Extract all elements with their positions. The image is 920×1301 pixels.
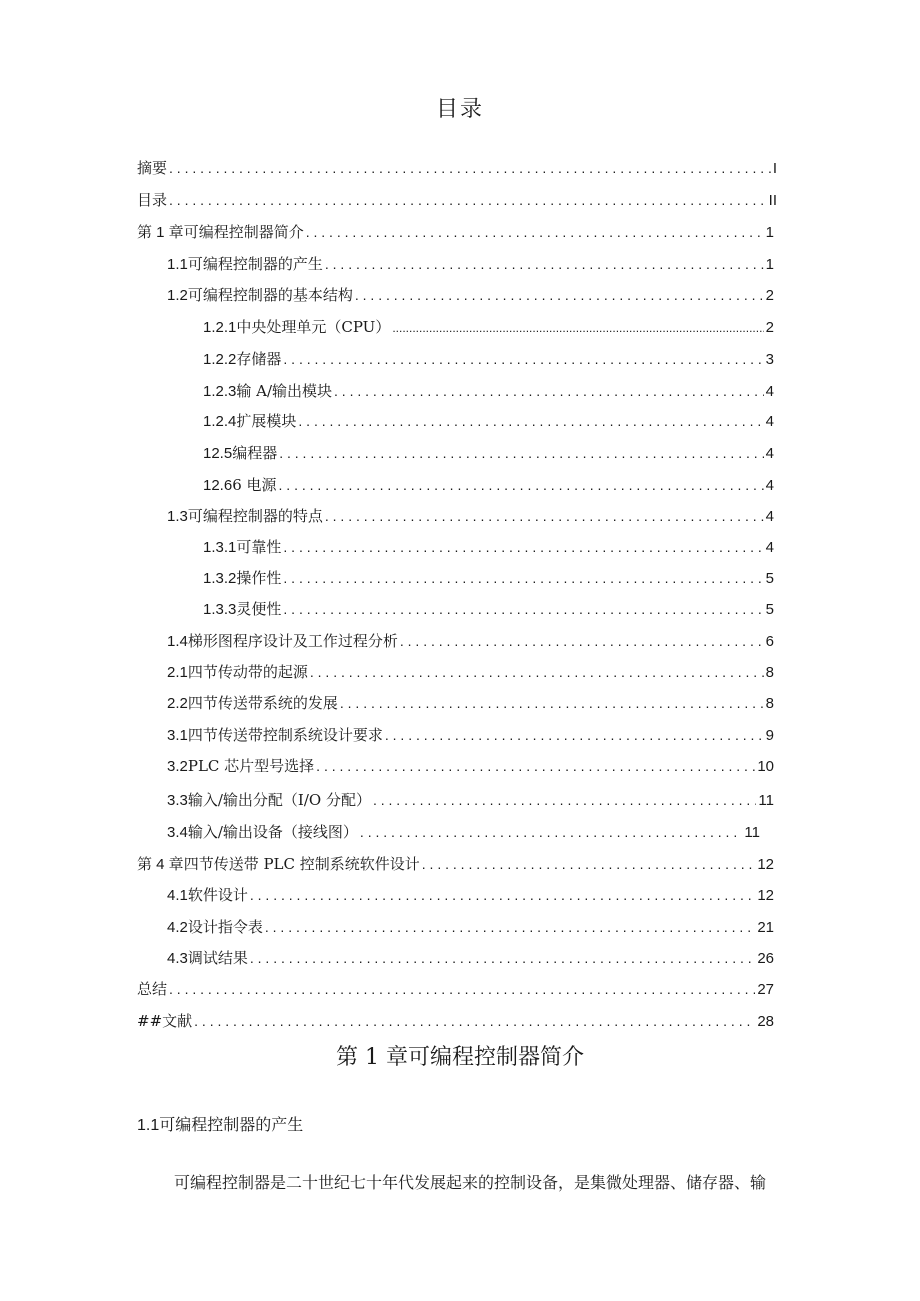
toc-entry-number: 1.2.1	[203, 319, 237, 336]
toc-entry-label: 输入/输出分配（I/O 分配）	[187, 791, 371, 809]
toc-entry-page: 21	[757, 919, 774, 936]
toc-entry-label: ##文献	[137, 1012, 193, 1030]
toc-entry-label: 总结	[137, 980, 168, 998]
toc-entry[interactable]	[137, 158, 777, 178]
toc-entry-page: I	[772, 160, 777, 177]
toc-entry-label: 扩展模块	[236, 412, 297, 430]
toc-leader-dots	[283, 568, 763, 588]
toc-entry-number: 3.4	[167, 824, 188, 841]
toc-leader-dots	[400, 631, 764, 651]
toc-entry-number: 12.5	[203, 445, 233, 462]
toc-entry[interactable]	[203, 317, 774, 337]
toc-leader-dots	[422, 854, 756, 874]
toc-entry-number: 1.2.3	[203, 383, 237, 400]
toc-entry-page: 3	[765, 351, 774, 368]
toc-entry-number: 3.1	[167, 727, 188, 744]
toc-leader-dots	[360, 822, 743, 842]
toc-entry[interactable]	[167, 756, 774, 776]
toc-leader-dots	[340, 693, 764, 713]
toc-entry-page: 12	[757, 887, 774, 904]
toc-entry-number: 3.3	[167, 792, 188, 809]
toc-entry-number: 4.3	[167, 950, 188, 967]
toc-leader-dots	[169, 190, 767, 210]
toc-entry-page: 27	[757, 981, 774, 998]
toc-entry-label: 可编程控制器的产生	[187, 255, 323, 273]
toc-entry[interactable]	[137, 1011, 774, 1031]
toc-entry-page: 9	[765, 727, 774, 744]
toc-entry[interactable]	[203, 349, 774, 369]
toc-entry-page: 11	[744, 824, 760, 841]
toc-leader-dots	[250, 885, 755, 905]
toc-entry-label: 调试结果	[187, 949, 248, 967]
toc-entry-page: II	[768, 192, 777, 209]
toc-entry-page: 4	[765, 539, 774, 556]
chapter-heading: 第 1 章可编程控制器简介	[336, 1045, 584, 1070]
toc-entry-label: 摘要	[137, 159, 168, 177]
toc-entry-label: 设计指令表	[187, 918, 263, 936]
toc-entry[interactable]	[167, 506, 774, 526]
toc-entry[interactable]	[167, 822, 760, 842]
section-number: 1.1	[137, 1117, 160, 1134]
toc-entry-page: 8	[765, 695, 774, 712]
toc-entry-label: 输入/输出设备（接线图）	[187, 823, 358, 841]
toc-entry-number: 12.6	[203, 477, 233, 494]
toc-entry-label: 梯形图程序设计及工作过程分析	[187, 632, 398, 650]
toc-entry-page: 5	[765, 601, 774, 618]
toc-leader-dots	[316, 756, 755, 776]
toc-entry[interactable]	[203, 411, 774, 431]
toc-entry[interactable]	[203, 443, 774, 463]
toc-entry-page: 8	[765, 664, 774, 681]
toc-entry[interactable]	[167, 254, 774, 274]
toc-entry-number: 1.1	[167, 256, 188, 273]
toc-leader-dots	[373, 790, 756, 810]
toc-entry-page: 6	[765, 633, 774, 650]
toc-entry-label: 可编程控制器简介	[183, 223, 304, 241]
toc-entry-label: 6 电源	[232, 476, 277, 494]
toc-leader-dots	[279, 475, 764, 495]
toc-entry-label: 软件设计	[187, 886, 248, 904]
toc-entry-number: 1.3	[167, 508, 188, 525]
toc-entry-number: 2.1	[167, 664, 188, 681]
toc-entry[interactable]	[203, 475, 774, 495]
toc-entry-label: PLC 芯片型号选择	[187, 757, 315, 775]
toc-entry-page: 4	[765, 445, 774, 462]
toc-entry-page: 4	[765, 383, 774, 400]
toc-entry-page: 26	[757, 950, 774, 967]
toc-entry-label: 可靠性	[236, 538, 282, 556]
toc-entry-page: 4	[765, 508, 774, 525]
toc-leader-dots	[169, 158, 771, 178]
toc-entry-number: 1.2	[167, 287, 188, 304]
toc-leader-dots	[310, 662, 764, 682]
toc-entry-page: 1	[765, 256, 774, 273]
toc-entry-number: 4.1	[167, 887, 188, 904]
toc-entry[interactable]	[137, 979, 774, 999]
toc-entry-number: 3.2	[167, 758, 188, 775]
toc-entry-number: 1.3.3	[203, 601, 237, 618]
toc-entry[interactable]	[167, 917, 774, 937]
toc-entry-page: 28	[757, 1013, 774, 1030]
toc-leader-dots	[325, 506, 764, 526]
toc-entry[interactable]	[137, 190, 777, 210]
toc-leader-dots	[298, 411, 763, 431]
toc-leader-dots	[265, 917, 755, 937]
toc-entry-label: 可编程控制器的特点	[187, 507, 323, 525]
toc-entry-page: 10	[757, 758, 774, 775]
toc-entry[interactable]	[167, 725, 774, 745]
toc-entry-page: 12	[757, 856, 774, 873]
toc-leader-dots	[194, 1011, 755, 1031]
toc-entry[interactable]	[167, 693, 774, 713]
toc-entry-number: 1.2.2	[203, 351, 237, 368]
toc-entry[interactable]	[137, 854, 774, 874]
toc-entry[interactable]	[203, 568, 774, 588]
toc-entry-page: 2	[765, 287, 774, 304]
toc-entry[interactable]	[167, 285, 774, 305]
toc-entry-label: 可编程控制器的基本结构	[187, 286, 353, 304]
toc-entry-page: 5	[765, 570, 774, 587]
toc-entry-label: 灵便性	[236, 600, 282, 618]
toc-entry[interactable]	[167, 662, 774, 682]
toc-entry-number: 第 1 章	[137, 224, 184, 241]
toc-entry[interactable]	[167, 948, 774, 968]
toc-leader-dots	[306, 222, 764, 242]
toc-entry[interactable]	[203, 599, 774, 619]
toc-entry-page: 11	[758, 792, 774, 809]
toc-entry-page: 2	[765, 319, 774, 336]
toc-entry-number: 1.4	[167, 633, 188, 650]
toc-leader-dots	[392, 317, 763, 338]
toc-leader-dots	[283, 537, 763, 557]
toc-entry-label: 编程器	[232, 444, 278, 462]
toc-leader-dots	[283, 349, 763, 369]
toc-leader-dots	[279, 443, 763, 463]
toc-entry[interactable]	[167, 885, 774, 905]
toc-entry-number: 4.2	[167, 919, 188, 936]
toc-entry-number: 1.3.2	[203, 570, 237, 587]
body-paragraph: 可编程控制器是二十世纪七十年代发展起来的控制设备，是集微处理器、储存器、输	[174, 1173, 767, 1192]
toc-entry-label: 四节传送带 PLC 控制系统软件设计	[183, 855, 420, 873]
toc-leader-dots	[283, 599, 763, 619]
toc-leader-dots	[385, 725, 764, 745]
toc-entry[interactable]	[203, 537, 774, 557]
toc-entry-label: 四节传送带系统的发展	[187, 694, 338, 712]
toc-leader-dots	[334, 381, 764, 401]
toc-entry-label: 四节传动带的起源	[187, 663, 308, 681]
toc-leader-dots	[169, 979, 755, 999]
toc-entry[interactable]	[167, 790, 774, 810]
toc-entry-label: 四节传送带控制系统设计要求	[187, 726, 383, 744]
toc-entry-number: 1.2.4	[203, 413, 237, 430]
toc-entry-label: 输 A/输出模块	[236, 382, 333, 400]
toc-entry-number: 1.3.1	[203, 539, 237, 556]
toc-leader-dots	[355, 285, 764, 305]
toc-entry[interactable]	[203, 381, 774, 401]
toc-entry-label: 目录	[137, 191, 168, 209]
toc-entry[interactable]	[167, 631, 774, 651]
toc-entry-label: 存储器	[236, 350, 282, 368]
toc-entry-page: 4	[765, 477, 774, 494]
toc-leader-dots	[325, 254, 764, 274]
toc-entry-number: 2.2	[167, 695, 188, 712]
toc-entry-number: 第 4 章	[137, 856, 184, 873]
toc-entry-page: 4	[765, 413, 774, 430]
section-title: 可编程控制器的产生	[159, 1115, 304, 1134]
toc-entry[interactable]	[137, 222, 774, 242]
toc-title: 目录	[435, 97, 484, 122]
toc-leader-dots	[250, 948, 755, 968]
section-heading	[137, 1112, 303, 1135]
toc-entry-label: 中央处理单元（CPU）	[236, 318, 391, 336]
toc-entry-label: 操作性	[236, 569, 282, 587]
toc-entry-page: 1	[765, 224, 774, 241]
